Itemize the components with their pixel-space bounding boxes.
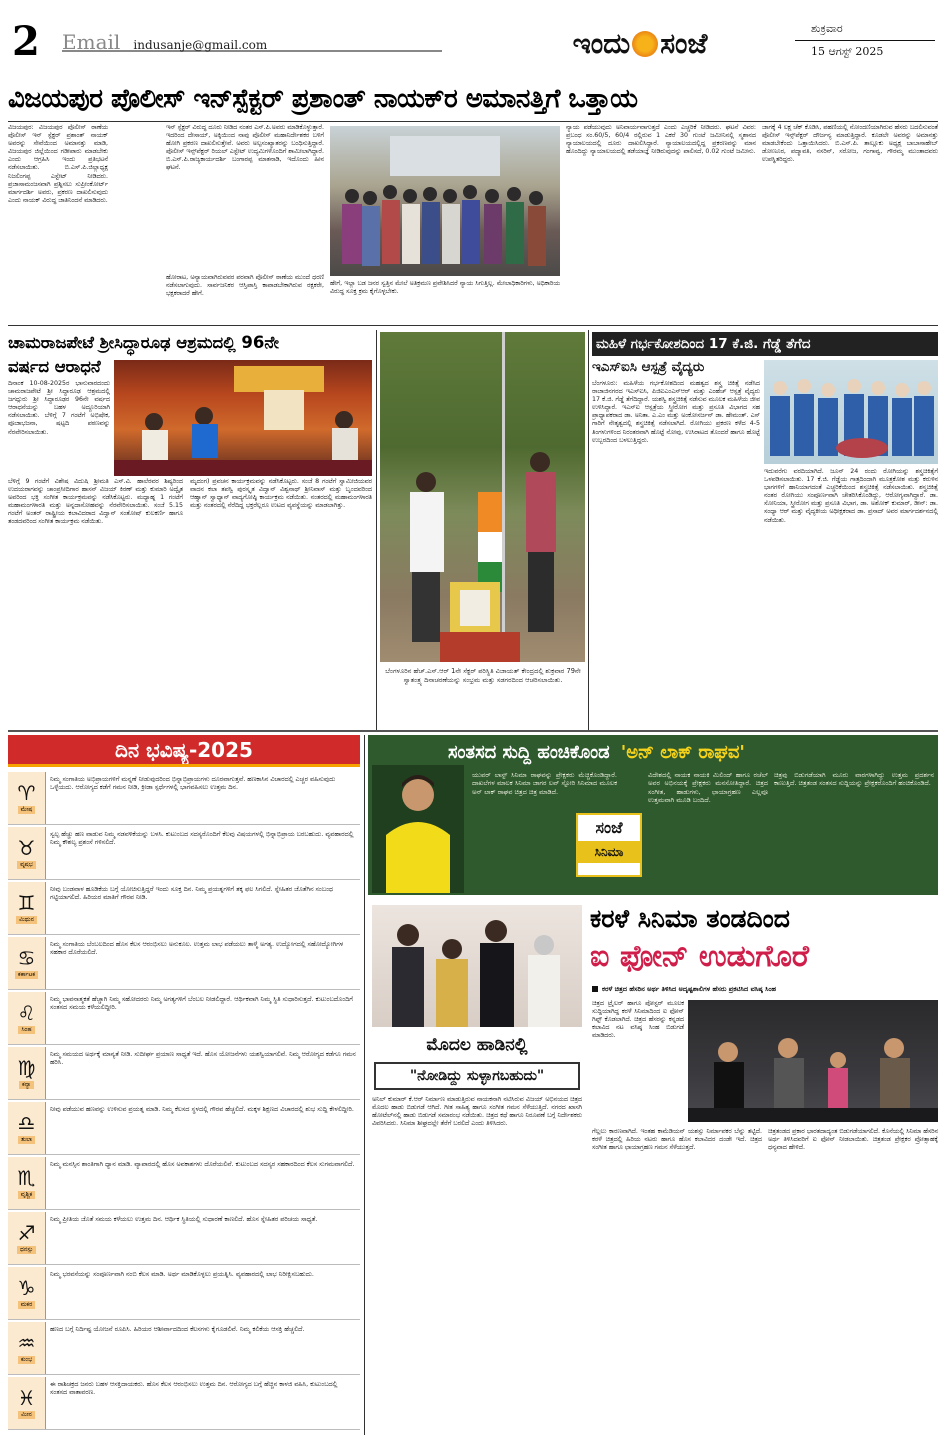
page-number: 2 <box>12 18 40 65</box>
horoscope-title: ದಿನ ಭವಿಷ್ಯ-2025 <box>115 738 253 762</box>
zodiac-icon <box>8 1377 46 1429</box>
actor-graphic <box>372 765 464 893</box>
unlock-raghava-panel <box>368 735 938 895</box>
ashrama-stage-graphic <box>114 360 372 476</box>
horoscope-row <box>8 992 360 1045</box>
zodiac-icon <box>8 1157 46 1209</box>
ashrama-headline-1: ಚಾಮರಾಜಪೇಟೆ ಶ್ರೀಸಿದ್ಧಾರೂಢ ಆಶ್ರಮದಲ್ಲಿ 96ನೇ <box>8 333 279 352</box>
song-title: "ನೋಡಿದ್ದು ಸುಳ್ಳಾಗಬಹುದು" <box>409 1068 545 1084</box>
zodiac-prediction: ನೀವು ಪಡೆಯುವ ಹಣವನ್ನು ಉಳಿಸುವ ಪ್ರಯತ್ನ ಮಾಡಿ. ನಿಮ್ಮ ಕೆಲಸದ ಸ್ಥಳದಲ್ಲಿ ಗೌರವ ಹೆಚ್ಚಲಿದೆ. ಮಕ್ಕಳ ಶಿಕ್ಷಣದ ವಿಚಾರದಲ್ಲಿ ಶುಭ ಸುದ್ದಿ ಕೇಳಲಿದ್ದೀರಿ. <box>50 1105 354 1113</box>
zodiac-icon <box>8 827 46 879</box>
zodiac-name: ಸಿಂಹ <box>18 1026 34 1034</box>
zodiac-glyph: ♒ <box>17 1331 36 1355</box>
masthead-logo <box>505 26 775 62</box>
unlock-headline <box>448 739 928 767</box>
song-title-box <box>374 1062 580 1090</box>
zodiac-glyph: ♈ <box>17 781 36 805</box>
lead-col-4: ಜಾಗಕ್ಕೆ 4 ಲಕ್ಷ ಚೆಕ್ ಕೊಡಿಸಿ, ಪಹಣಿಯಲ್ಲಿ ನೋಂದಣಿಯಾಗಿರುವ ಹೆಸರು ಬದಲಿಸುವಂತೆ ಪೊಲೀಸ್ ಇನ್ಸ್‌ಪೆಕ್ಟರ್ ದೌರ್ಜನ್ಯ ಮಾಡುತ್ತಿದ್ದಾರೆ. ಕೂಡಲೇ ಅವರನ್ನು ಅಮಾನತ್ತು ಮಾಡಬೇಕೆಂದು ಒತ್ತಾಯಿಸಿದರು. ಬಿ.ಎಸ್.ಪಿ. ತಾಲ್ಲೂಕು ಅಧ್ಯಕ್ಷ ಬಾಬಾಸಾಹೇಬ್ ಡೋಣೂರ, ಪದ್ಮಾವತಿ, ನಸರಿನ್, ಸರೋಜ, ಗಂಗಾವ್ವ, ಗೌರಮ್ಮ ಮುಂತಾದವರು ಉಪಸ್ಥಿತರಿದ್ದರು. <box>762 124 938 164</box>
bullet-square-icon <box>592 986 598 992</box>
horoscope-row <box>8 1047 360 1100</box>
sanje-cinema-badge <box>576 813 642 877</box>
zodiac-prediction: ನೀವು ಬಂಡವಾಳ ಹೂಡಿಕೆಯ ಬಗ್ಗೆ ಯೋಚಿಸುತ್ತಿದ್ದರೆ ಇಂದು ಸೂಕ್ತ ದಿನ. ನಿಮ್ಮ ಪ್ರಯತ್ನಗಳಿಗೆ ತಕ್ಕ ಫಲ ಸಿಗಲಿದೆ. ಸ್ನೇಹಿತರ ಜೊತೆಗಿನ ಸಂಬಂಧ ಗಟ್ಟಿಯಾಗಲಿದೆ. ಹಿರಿಯರ ಮಾತಿಗೆ ಗೌರವ ನೀಡಿ. <box>50 885 334 902</box>
hospital-headline-band <box>592 332 938 356</box>
zodiac-name: ಮೀನ <box>18 1411 35 1419</box>
group-graphic <box>372 905 582 1027</box>
karale-group-photo <box>372 905 582 1027</box>
horoscope-row <box>8 1157 360 1210</box>
zodiac-prediction: ನಿಮ್ಮ ಭರವಸೆಯನ್ನು ಸಂಪೂರ್ಣವಾಗಿ ನಂಬಿ ಕೆಲಸ ಮಾಡಿ. ಅರ್ಥ ಮಾಡಿಕೊಳ್ಳಲು ಪ್ರಯತ್ನಿಸಿ. ವ್ಯವಹಾರದಲ್ಲಿ ಲಾಭ ನಿರೀಕ್ಷಿಸಬಹುದು. <box>50 1270 314 1278</box>
zodiac-glyph: ♌ <box>17 1001 36 1025</box>
zodiac-name: ತುಲಾ <box>18 1136 35 1144</box>
zodiac-icon <box>8 1212 46 1264</box>
zodiac-glyph: ♏ <box>17 1166 36 1190</box>
horoscope-row <box>8 1102 360 1155</box>
surgery-team-graphic <box>764 360 938 464</box>
zodiac-glyph: ♓ <box>17 1386 36 1410</box>
protest-group-graphic <box>330 126 560 276</box>
lead-col-6: ಹೇಗೆ, ಇಲ್ಲಾ ಬಡ ಜನರ ಸ್ವತ್ತಿನ ಮೇಲೆ ಅತಿಕ್ರಮಣ ಪ್ರವೇಶಿಸಿದರೆ ನ್ಯಾಯ ಸಿಗುತ್ತಿಲ್ಲ. ಮೇಲಾಧಿಕಾರಿಗಳು, ಅಧಿಕಾರಿಯ ವಿರುದ್ಧ ಸೂಕ್ತ ಕ್ರಮ ಕೈಗೊಳ್ಳಬೇಕು. <box>330 280 560 296</box>
zodiac-icon <box>8 937 46 989</box>
zodiac-prediction: ನಿಮ್ಮ ಮನಸ್ಸಿನ ಶಾಂತಿಗಾಗಿ ಧ್ಯಾನ ಮಾಡಿ. ವ್ಯಾಪಾರದಲ್ಲಿ ಹೊಸ ಅವಕಾಶಗಳು ದೊರೆಯಲಿವೆ. ಕುಟುಂಬದ ಸದಸ್ಯರ ಸಹಕಾರದಿಂದ ಕೆಲಸ ಸುಗಮವಾಗಲಿದೆ. <box>50 1160 355 1168</box>
zodiac-prediction: ನಿಮ್ಮ ಸಮಯದ ಅರ್ಥಕ್ಕೆ ಮಾನ್ಯತೆ ನೀಡಿ. ಸುದೀರ್ಘ ಪ್ರಯಾಣ ಸಾಧ್ಯತೆ ಇದೆ. ಹೊಸ ಯೋಜನೆಗಳು ಯಶಸ್ವಿಯಾಗಲಿವೆ. ನಿಮ್ಮ ಆರೋಗ್ಯದ ಕಡೆಗೂ ಗಮನ ಹರಿಸಿ. <box>50 1050 356 1067</box>
zodiac-prediction: ನಿಮ್ಮ ಪ್ರೀತಿಯ ಜೊತೆ ಸಮಯ ಕಳೆಯಲು ಉತ್ತಮ ದಿನ. ಆರ್ಥಿಕ ಸ್ಥಿತಿಯಲ್ಲಿ ಸುಧಾರಣೆ ಕಾಣಲಿದೆ. ಹೊಸ ಸ್ನೇಹಿತರ ಪರಿಚಯ ಸಾಧ್ಯತೆ. <box>50 1215 318 1223</box>
karale-subhead-text: ಕರಳೆ ಚಿತ್ರದ ಹೆಸರಿನ ಅರ್ಥ ತಿಳಿಸಿದ ಅದೃಷ್ಟಶಾಲಿಗಳ ಹೆಸರು ಪ್ರಕಟಿಸಿದ ವಸಿಷ್ಠ ಸಿಂಹ <box>602 984 777 993</box>
zodiac-prediction: ಸ್ವಲ್ಪ ಹೆಚ್ಚು ಹಣ ವಾಡುವ ನಿಮ್ಮ ನಡವಳಿಕೆಯನ್ನು ಬಳಸಿ. ಕುಟುಂಬದ ಸದಸ್ಯರೊಂದಿಗೆ ಕೆಲವು ವಿಷಯಗಳಲ್ಲಿ ಭಿನ್ನಾಭಿಪ್ರಾಯ ಬರಬಹುದು. ವ್ಯವಹಾರದಲ್ಲಿ ನಿಮ್ಮ ಕೌಶಲ್ಯ ಪ್ರಶಂಸೆ ಗಳಿಸಲಿದೆ. <box>50 830 354 847</box>
date: 15 ಆಗಸ್ಟ್ 2025 <box>811 45 884 58</box>
horoscope-row <box>8 1267 360 1320</box>
unlock-headline-pre: ಸಂತಸದ ಸುದ್ದಿ ಹಂಚಿಕೊಂಡ <box>448 742 610 763</box>
unlock-col-3: ಚಿತ್ರವು ಬಿಡುಗಡೆಯಾಗಿ ಮೂರು ವಾರಗಳಾಗಿದ್ದು ಉತ್ತಮ ಪ್ರದರ್ಶನ ಕಾಣುತ್ತಿದೆ. ಚಿತ್ರತಂಡ ಸಂತಸದ ಸುದ್ದಿಯನ್ನು ಪ್ರೇಕ್ಷಕರೊಂದಿಗೆ ಹಂಚಿಕೊಂಡಿದೆ. <box>774 771 934 788</box>
horoscope-row <box>8 882 360 935</box>
hospital-col-2: ಇದುವರೆಗು ವರದಿಯಾಗಿದೆ. ಜೂನ್ 24 ರಂದು ರೋಗಿಯನ್ನು ಶಸ್ತ್ರಚಿಕಿತ್ಸೆಗೆ ಒಳಪಡಿಸಲಾಯಿತು. 17 ಕೆ.ಜಿ. ಗೆಡ್ಡೆಯ ಗಾತ್ರದಿಂದಾಗಿ ಮೂತ್ರಕೋಶ ಮತ್ತು ಕರುಳಿನ ಭಾಗಗಳಿಗೆ ಹಾನಿಯಾಗದಂತೆ ಎಚ್ಚರಿಕೆಯಿಂದ ಶಸ್ತ್ರಚಿಕಿತ್ಸೆ ನಡೆಸಲಾಯಿತು. ಶಸ್ತ್ರಚಿಕಿತ್ಸೆ ನಂತರ ರೋಗಿಯು ಸಂಪೂರ್ಣವಾಗಿ ಚೇತರಿಸಿಕೊಂಡಿದ್ದು, ಆರೋಗ್ಯವಾಗಿದ್ದಾರೆ. ಡಾ. ಸೋನಿಯಾ, ಸ್ತ್ರೀರೋಗ ಮತ್ತು ಪ್ರಸೂತಿ ವಿಭಾಗ, ಡಾ. ಅಶೋಕ್ ಕುಮಾರ್, ಡೀನ್: ಡಾ. ಸಂಧ್ಯಾ ಆರ್ ಮತ್ತು ವೈದ್ಯಕೀಯ ಅಧೀಕ್ಷಕರಾದ ಡಾ. ಪ್ರಸಾದ್ ಅವರ ಮಾರ್ಗದರ್ಶನದಲ್ಲಿ ನಡೆಯಿತು. <box>764 468 938 524</box>
flag-photo-caption: ಬೆಂಗಳೂರಿನ ಹೆಚ್.ಎಸ್.ಆರ್ 1ನೇ ಸೆಕ್ಟರ್ ಪರಿಸ್ಥಿತಿ ವಿಜಾಯತ್ ಕೇಂದ್ರದಲ್ಲಿ ಶುಕ್ರವಾರ 79ನೇ ಸ್ವಾತಂತ್ರ್ಯ ದಿನಾಚರಣೆಯನ್ನು ಸಂಭ್ರಮ ಮತ್ತು ಸಡಗರದಿಂದ ಆಚರಿಸಲಾಯಿತು. <box>385 667 581 684</box>
logo-sun-icon <box>632 31 658 57</box>
horoscope-row <box>8 1377 360 1430</box>
song-kicker: ಮೊದಲ ಹಾಡಿನಲ್ಲಿ <box>426 1035 528 1055</box>
zodiac-glyph: ♉ <box>17 836 36 860</box>
zodiac-name: ಮೇಷ <box>18 806 36 814</box>
zodiac-prediction: ನಿಮ್ಮ ಸಂಗಾತಿಯ ಬೆಂಬಲದಿಂದ ಹೊಸ ಕೆಲಸ ಆರಂಭಿಸಲು ಅನುಕೂಲ. ಉತ್ತಮ ಲಾಭ ಪಡೆಯಲು ತಾಳ್ಮೆ ಅಗತ್ಯ. ಉದ್ಯೋಗದಲ್ಲಿ ಸಹೋದ್ಯೋಗಿಗಳ ಸಹಕಾರ ದೊರೆಯಲಿದೆ. <box>50 940 344 957</box>
zodiac-icon <box>8 772 46 824</box>
karale-col-1: ಗೆಲ್ಲಲು ಕಾರಣವಾಗಿದೆ. ಇಂತಹ ಕಾಮೆಡಿಯನ್ ಯಶಸ್ಸು ನಿರ್ಮಾಪಕರ ಬೆನ್ನು ತಟ್ಟಿದೆ. ಕರಳೆ ಚಿತ್ರದಲ್ಲಿ ಹಿರಿಯ ನಟರು ಹಾಗೂ ಹೊಸ ಕಲಾವಿದರ ದಂಡೇ ಇದೆ. ಚಿತ್ರದ ಸಂಗೀತ ಹಾಗೂ ಛಾಯಾಗ್ರಹಣ ಗಮನ ಸೆಳೆಯುತ್ತದೆ. <box>592 1128 762 1152</box>
zodiac-glyph: ♐ <box>17 1221 36 1245</box>
weekday: ಶುಕ್ರವಾರ <box>811 22 843 35</box>
badge-top: ಸಂಜೆ <box>595 818 623 837</box>
masthead <box>0 0 945 72</box>
lead-col-5: ಹೋರಾಟ, ಅನ್ಯಾಯವಾಗಿರುವವರ ಪರವಾಗಿ ಪೊಲೀಸ್ ಠಾಣೆಯ ಮುಂದೆ ಧರಣಿ ನಡೆಸಲಾಗುವುದು. ಸಾರ್ವಜನಿಕರ ಆಸ್ತಿಪಾಸ್ತಿ ಕಾಪಾಡಬೇಕಾಗಿರುವ ರಕ್ಷಕರೇ, ಭಕ್ಷಕರಾದರೆ ಹೇಗೆ. <box>166 274 324 298</box>
hospital-headline-2: ಇಎಸ್‌ಐಸಿ ಆಸ್ಪತ್ರೆ ವೈದ್ಯರು <box>592 359 705 375</box>
zodiac-icon <box>8 992 46 1044</box>
lead-headline: ವಿಜಯಪುರ ಪೊಲೀಸ್ ಇನ್‌ಸ್ಪೆಕ್ಟರ್ ಪ್ರಶಾಂತ್ ನಾಯಕ್‌ರ ಅಮಾನತ್ತಿಗೆ ಒತ್ತಾಯ <box>8 84 638 114</box>
song-col-1: ಅನಿಲ್ ಕುಮಾರ್ ಕೆ.ಆರ್ ನಿರ್ಮಾಣ ಮಾಡುತ್ತಿರುವ ನಾಯಕನಾಗಿ ನಟಿಸಿರುವ ವಿಜಯ್ ಅಭಿನಯದ ಚಿತ್ರದ ಮೊದಲ ಹಾಡು ಬಿಡುಗಡೆ ಆಗಿದೆ. ಗೀತ ಸಾಹಿತ್ಯ ಹಾಗೂ ಸಂಗೀತ ಗಮನ ಸೆಳೆಯುತ್ತಿದೆ. ನಗರದ ಖಾಸಗಿ ಹೋಟೆಲ್‌ನಲ್ಲಿ ಹಾಡು ಬಿಡುಗಡೆ ಸಮಾರಂಭ ನಡೆಯಿತು. ಚಿತ್ರದ ಕಥೆ ಹಾಗೂ ನಿರೂಪಣೆ ಬಗ್ಗೆ ನಿರ್ದೇಶಕರು ವಿವರಿಸಿದರು. ಸಿನಿಮಾ ಶೀಘ್ರದಲ್ಲೇ ತೆರೆಗೆ ಬರಲಿದೆ ಎಂದು ತಿಳಿಸಿದರು. <box>372 1096 582 1128</box>
email-address[interactable]: indusanje@gmail.com <box>133 38 268 52</box>
zodiac-glyph: ♑ <box>17 1276 36 1300</box>
unlock-headline-film: 'ಅನ್ ಲಾಕ್ ರಾಘವ' <box>620 742 745 763</box>
zodiac-prediction: ಹಣದ ಬಗ್ಗೆ ನಿರ್ದಿಷ್ಟ ಯೋಜನೆ ರೂಪಿಸಿ. ಹಿರಿಯರ ಆಶೀರ್ವಾದದಿಂದ ಕೆಲಸಗಳು ಕೈಗೂಡಲಿವೆ. ನಿಮ್ಮ ಕಲಿಕೆಯ ಆಸಕ್ತಿ ಹೆಚ್ಚಲಿದೆ. <box>50 1325 305 1333</box>
karale-col-2: ಚಿತ್ರತಂಡದ ಪ್ರಕಾರ ಭಾರತದಾದ್ಯಂತ ಬಿಡುಗಡೆಯಾಗಲಿದೆ. ಕೊನೆಯಲ್ಲಿ ಸಿನಿಮಾ ಹೆಸರಿನ ಅರ್ಥ ತಿಳಿಸಿದವರಿಗೆ ಐ ಫೋನ್ ನೀಡಲಾಯಿತು. ಚಿತ್ರತಂಡ ಪ್ರೇಕ್ಷಕರ ಪ್ರೋತ್ಸಾಹಕ್ಕೆ ಧನ್ಯವಾದ ಹೇಳಿದೆ. <box>768 1128 938 1152</box>
zodiac-icon <box>8 1047 46 1099</box>
ashrama-col-2: ಮೃದಂಗ) ಪ್ರವಚನ ಕಾರ್ಯಕ್ರಮವನ್ನು ನಡೆಸಿಕೊಟ್ಟರು. ಸಂಜೆ 8 ಗಂಟೆಗೆ ಸ್ವಾಮೀಜಿಯವರ ವಾದನ ಕಲಾ ತಪಸ್ವಿ ಪುರಸ್ಕೃತ ವಿದ್ವಾನ್ ವಿಶ್ವನಾಥ್ ಶ್ರೀನಿವಾಸ್ ಮತ್ತು ಬೃಂದವರಿಂದ ಆಹ್ವಾನ್ ಸ್ವಾಧ್ಯಾನ್ ವಾದ್ಯಗೋಷ್ಠಿ ಕಾರ್ಯಕ್ರಮ ನಡೆಯಿತು. ನಂತರದಲ್ಲಿ ಮಹಾಮಂಗಳಾರತಿ ಮತ್ತು ನಂತರದಲ್ಲಿ ನೆರೆದಿದ್ದ ಭಕ್ತರೆಲ್ಲರೂ ಉಟದ ವ್ಯವಸ್ಥೆಯನ್ನು ಮಾಡಲಾಗಿತ್ತು. <box>190 478 372 510</box>
horoscope-row <box>8 827 360 880</box>
zodiac-name: ಕನ್ಯಾ <box>19 1081 34 1089</box>
horoscope-row <box>8 937 360 990</box>
ashrama-intro: ದಿನಾಂಕ 10-08-2025ರ ಭಾನುವಾರದಂದು ಚಾಮರಾಜಪೇಟೆ ಶ್ರೀ ಸಿದ್ಧಾರೂಢ ಆಶ್ರಮದಲ್ಲಿ ಜಗದ್ಗುರು ಶ್ರೀ ಸಿದ್ಧಾರೂಢರ 96ನೇ ವರ್ಷದ ಆರಾಧನೆಯನ್ನು ಬಹಳ ಅದ್ದೂರಿಯಾಗಿ ನಡೆಸಲಾಯಿತು. ಬೆಳಿಗ್ಗೆ 7 ಗಂಟೆಗೆ ಅಭಿಷೇಕ, ಪೂಜಾಭಜನಾ, ಷಟ್ಪದಿ ಪಠಣವನ್ನು ನೆರವೇರಿಸಲಾಯಿತು. <box>8 380 110 436</box>
flag-hoisting-graphic <box>380 332 585 662</box>
zodiac-name: ಕರ್ಕಾಟಕ <box>15 971 38 979</box>
zodiac-name: ಮಿಥುನ <box>16 916 37 924</box>
zodiac-icon <box>8 1322 46 1374</box>
karale-headline-1: ಕರಳೆ ಸಿನಿಮಾ ತಂಡದಿಂದ <box>590 904 790 933</box>
flag-hoisting-photo <box>380 332 585 662</box>
horoscope-row <box>8 1322 360 1375</box>
ashrama-col-1: ಬೆಳಿಗ್ಗೆ 9 ಗಂಟೆಗೆ ವಿಶೇಷ ವಿದುಷಿ ಶ್ರೀಮತಿ ಎಸ್.ವಿ. ಹಾಲೆರವರ ಶಿಷ್ಯರಿಂದ ಉದಯರಾಗವನ್ನು ಚಾಂಪ್ರಸೀದಿಗಾರ ಹಾಸನ್ ವಿಜಯ್ ಕಿರಣ್ ಮತ್ತು ಕುಮಾರಿ ಅದ್ವೈತ ಅವರಿಂದ ಭಕ್ತಿ ಸಂಗೀತ ಕಾರ್ಯಕ್ರಮವನ್ನು ನಡೆಸಿಕೊಟ್ಟರು. ಮಧ್ಯಾಹ್ನ 1 ಗಂಟೆಗೆ ಮಹಾಮಂಗಳಾರತಿ ಮತ್ತು ಅನ್ನದಾಸೋಹವನ್ನು ನೆರವೇರಿಸಲಾಯಿತು. ಸಂಜೆ 5.15 ಗಂಟೆಗೆ ಅಂತರ್ ರಾಷ್ಟ್ರೀಯ ಕಲಾವಿದರಾದ ವಿದ್ವಾನ್ ಸಂತೋಷ್ ಕುಲಕರ್ಣಿ ಹಾಗೂ ತಂಡದವರಿಂದ ಸಂಗೀತ ಕಾರ್ಯಕ್ರಮ ನಡೆಯಿತು. <box>8 478 183 526</box>
press-meet-graphic <box>688 1000 938 1122</box>
zodiac-name: ಧನಸ್ಸು <box>17 1246 36 1254</box>
zodiac-prediction: ನಿಮ್ಮ ಸಂಗಾತಿಯ ಅಭಿಪ್ರಾಯಗಳಿಗೆ ಮನ್ನಣೆ ನೀಡುವುದರಿಂದ ಭಿನ್ನಾಭಿಪ್ರಾಯಗಳು ದೂರವಾಗುತ್ತವೆ. ಹಣಕಾಸಿನ ವಿಚಾರದಲ್ಲಿ ಎಚ್ಚರ ವಹಿಸುವುದು ಒಳ್ಳೆಯದು. ಆರೋಗ್ಯದ ಕಡೆಗೆ ಗಮನ ನೀಡಿ, ಕ್ರೀಡಾ ಸ್ಪರ್ಧೆಗಳಲ್ಲಿ ಭಾಗವಹಿಸಲು ಉತ್ತಮ ದಿನ. <box>50 775 336 792</box>
ashrama-headline-2: ವರ್ಷದ ಆರಾಧನೆ <box>8 357 101 376</box>
zodiac-prediction: ನಿಮ್ಮ ಭಾವನಾತ್ಮಕತೆ ಹೆಚ್ಚಾಗಿ ನಿಮ್ಮ ಸಹೋದರರು ನಿಮ್ಮ ಅಗತ್ಯಗಳಿಗೆ ಬೆಂಬಲ ನೀಡಲಿದ್ದಾರೆ. ಆರ್ಥಿಕವಾಗಿ ನಿಮ್ಮ ಸ್ಥಿತಿ ಸುಧಾರಿಸುತ್ತದೆ. ಕುಟುಂಬದೊಂದಿಗೆ ಸಂತಸದ ಸಮಯ ಕಳೆಯಲಿದ್ದೀರಿ. <box>50 995 353 1012</box>
unlock-actor-photo <box>372 765 464 893</box>
lead-col-1: ವಿಜಯಪುರ: ವಿಜಯಪುರ ಪೊಲೀಸ್ ಠಾಣೆಯ ಪೊಲೀಸ್ ಇನ್ ಸ್ಪೆಕ್ಟರ್ ಪ್ರಶಾಂತ್ ನಾಯಕ್ ಅವರನ್ನು ಸೇವೆಯಿಂದ ಅಮಾನತ್ತು ಮಾಡಿ, ವಿಜಯಪುರ ಜಿಲ್ಲೆಯಿಂದ ಗಡೀಪಾರು ಮಾಡಬೇಕು ಎಂದು ಆಗ್ರಹಿಸಿ ಇಂದು ಪ್ರತಿಭಟನೆ ನಡೆಸಲಾಯಿತು. ಬಿ.ಎಸ್.ಪಿ.ಜಿಲ್ಲಾಧ್ಯಕ್ಷ ನಿಜಲಿಂಗಪ್ಪ ಎಸ್ಟೇಟ್ ನೀಡಿದರು. ಪ್ರಜಾಸಾಮಂಜಸವಾಗಿ ಪ್ರಶ್ನಿಸಲು ಸುಪ್ರೀಂಕೋರ್ಟ್ ಮಾರ್ಗದರ್ಶಿ ಅವರು, ಪ್ರಕರಣ ದಾಖಲಿಸುವುದು ಎಂದು ನಾಯಕ್ ವಿರುದ್ಧ ಜಾತಿನಿಂದನೆ ಮಾಡಿದರು. <box>8 124 108 204</box>
unlock-col-2: ವಿದೇಶದಲ್ಲಿ ನಾಯಕ ನಾಯಕಿ ಮಿಲಿಂದ್ ಹಾಗೂ ರಚೆಲ್ ಅವರ ಅಭಿನಯಕ್ಕೆ ಪ್ರೇಕ್ಷಕರು ಮನಸೋತಿದ್ದಾರೆ. ಚಿತ್ರದ ಸಂಗೀತ, ಹಾಡುಗಳು, ಛಾಯಾಗ್ರಹಣ ಎಲ್ಲವೂ ಉತ್ತಮವಾಗಿ ಮೂಡಿ ಬಂದಿದೆ. <box>648 771 768 805</box>
date-block <box>795 22 935 68</box>
karale-headline-2: ಐ ಫೋನ್ ಉಡುಗೊರೆ <box>590 939 809 974</box>
karale-intro: ಚಿತ್ರದ ಟ್ರೈಲರ್ ಹಾಗೂ ಪೋಸ್ಟರ್ ಮೂಲಕ ಸುದ್ದಿಯಾಗಿದ್ದ ಕರಳೆ ಸಿನಿಮಾದಿಂದ ಐ ಫೋನ್ ಗಿಫ್ಟ್ ಕೊಡಲಾಗಿದೆ. ಚಿತ್ರದ ಹೆಸರನ್ನು ಕನ್ನಡದ ಕಲಾವಿದ ನಟ ವಸಿಷ್ಠ ಸಿಂಹ ಬಿಡುಗಡೆ ಮಾಡಿದರು. <box>592 1000 684 1040</box>
horoscope-title-band <box>8 735 360 767</box>
lead-col-2: ಇನ್ ಸ್ಪೆಕ್ಟರ್ ವಿರುದ್ಧ ದೂರು ನೀಡಿದ ನಂತರ ಎಸ್.ಪಿ.ಅವರು ಮಾಡಿಕೊಳ್ಳುತ್ತಾರೆ. ಇದರಿಂದ ದೇಸಾಯ್, ಅಕ್ಕಿಯಿಂದ ನಾವು ಪೊಲೀಸ್ ಮಹಾನಿರ್ದೇಶಕರ ಬಳಿಗೆ ಹೋಗಿ ಪ್ರಕರಣ ದಾಖಲಿಸುತ್ತೇವೆ. ಅವರು ಅಲ್ಪಸಂಖ್ಯಾತರನ್ನು ಬಂಧಿಸುತ್ತಿದ್ದಾರೆ. ಪೊಲೀಸ್ ಇನ್ಸ್‌ಪೆಕ್ಟರ್ ರಿಯಲ್ ಎಸ್ಟೇಟ್ ಉದ್ಯಮಿಗಳೊಂದಿಗೆ ಶಾಮೀಲಾಗಿದ್ದಾರೆ. ಬಿ.ಎಸ್.ಪಿ.ರಾಜ್ಯಕಾರ್ಯದರ್ಶಿ ಬಂಗಾರಪ್ಪ ಮಾತನಾಡಿ, ಇದೊಂದು ಹೀನ ಘಟನೆ. <box>166 124 324 172</box>
lead-col-3: ನ್ಯಾಯ ಪಡೆಯುವುದು ಅನಿವಾರ್ಯವಾಗುತ್ತದೆ ಎಂದು ಎಚ್ಚರಿಕೆ ನೀಡಿದರು. ಘಟನೆ ವಿವರ: ಪ್ರಬಂಧ ಸಂ.60/5, 60/4 ರಲ್ಲಿರುವ 1 ಎಕರೆ 30 ಗುಂಟೆ ಜಮೀನಿನಲ್ಲಿ ಸ್ಮಶಾನದ ನ್ಯಾಯಾಲಯದಲ್ಲಿ ದೂರು ದಾಖಲಿಸಿದ್ದಾರೆ. ನ್ಯಾಯಾಲಯದಲ್ಲಿದ್ದ ಪ್ರಕರಣವನ್ನು ಮಾನ ಹೊಂದಿದ್ದು ನ್ಯಾಯಾಲಯದಲ್ಲಿ ತಡೆಯಾಜ್ಞೆ ನೀಡಿರುವುದನ್ನು ಪಾಲಿಸದೆ, 0.02 ಗುಂಟೆ ಜಮೀನು. <box>566 124 756 156</box>
email-label: Email <box>62 30 121 54</box>
logo-left: ಇಂದು <box>572 27 631 60</box>
zodiac-glyph: ♊ <box>17 891 36 915</box>
zodiac-glyph: ♍ <box>17 1056 36 1080</box>
hospital-photo <box>764 360 938 464</box>
zodiac-icon <box>8 1102 46 1154</box>
zodiac-name: ಕುಂಭ <box>18 1356 35 1364</box>
zodiac-icon <box>8 1267 46 1319</box>
logo-right: ಸಂಜೆ <box>660 27 708 60</box>
zodiac-icon <box>8 882 46 934</box>
badge-bottom: ಸಿನಿಮಾ <box>578 841 640 863</box>
zodiac-name: ಮಕರ <box>18 1301 36 1309</box>
zodiac-name: ವೃಷಭ <box>17 861 36 869</box>
horoscope-row <box>8 1212 360 1265</box>
unlock-col-1: ಯುವರ್ ಲಾಸ್ಟ್ ಸಿನಿಮಾ ರಾಘವನ್ನು ಪ್ರೇಕ್ಷಕರು ಮೆಚ್ಚಿಕೊಂಡಿದ್ದಾರೆ. ದಾಖಲೆಗಳ ಮಾಲಕ ಸಿನಿಮಾ ಜಾಗರ ಲವ್ ಸ್ಟೋರಿ ಸಿನಿಮಾದ ಮೂಲಕ ಅನ್ ಲಾಕ್ ರಾಘವ ಚಿತ್ರದ ಚಿತ್ರ ಮಾಡಿದೆ. <box>472 771 617 796</box>
karale-press-photo <box>688 1000 938 1122</box>
horoscope-row <box>8 772 360 825</box>
hospital-headline-1: ಮಹಿಳೆ ಗರ್ಭಕೋಶದಿಂದ 17 ಕೆ.ಜಿ. ಗೆಡ್ಡೆ ತೆಗೆದ <box>596 336 811 352</box>
hospital-col-1: ಬೆಂಗಳೂರು: ಮಹಿಳೆಯ ಗರ್ಭಕೋಶದಿಂದ ಮಹತ್ವದ ಶಸ್ತ್ರ ಚಿಕಿತ್ಸೆ ನಡೆಸಿದ ರಾಜಾಜಿನಗರದ ಇಎಸ್‌ಐಸಿ, ಪಿಜಿಐಎಂಎಸ್‌ಆರ್ ಮತ್ತು ಎಂಹೆಚ್ ಆಸ್ಪತ್ರೆ ವೈದ್ಯರು 17 ಕೆ.ಜಿ. ಗೆಡ್ಡೆ ತೆಗೆದಿದ್ದಾರೆ. ಯಶಸ್ವಿ ಶಸ್ತ್ರಚಿಕಿತ್ಸೆ ನಡೆಸುವ ಮೂಲಕ ಮಹಿಳೆಯ ಜೀವ ಉಳಿಸಿದ್ದಾರೆ. ಇಎಸ್‌ಐ ಆಸ್ಪತ್ರೆಯ ಸ್ತ್ರೀರೋಗ ಮತ್ತು ಪ್ರಸೂತಿ ವಿಭಾಗದ ಸಹ ಪ್ರಾಧ್ಯಾಪಕರಾದ ಡಾ. ಅನಿತಾ. ಎ.ಎಂ ಮತ್ತು ಅಂಕೋಸರ್ಜನ್ ಡಾ. ಹೇಮಂತ್. ಎಸ್ ಗಾರಿಗೆ ನೇತೃತ್ವದಲ್ಲಿ ಶಸ್ತ್ರಚಿಕಿತ್ಸೆ ನಡೆಸಲಾಗಿದೆ. ರೋಗಿಯು ಪ್ರಕರಣ ಕಳೆದ 4-5 ತಿಂಗಳುಗಳಿಂದ ನಿರಂತರವಾಗಿ ಹೊಟ್ಟೆ ನೋವು, ಉಸಿರಾಟದ ತೊಂದರೆ ಹಾಗೂ ಹೊಟ್ಟೆ ಉಬ್ಬರದಿಂದ ಬಳಲುತ್ತಿದ್ದರು. <box>592 380 760 444</box>
ashrama-photo <box>114 360 372 476</box>
zodiac-glyph: ♎ <box>17 1111 36 1135</box>
karale-subhead <box>592 982 938 996</box>
zodiac-name: ವೃಶ್ಚಿಕ <box>18 1191 36 1199</box>
email-block <box>62 30 442 52</box>
lead-photo-protest <box>330 126 560 276</box>
zodiac-glyph: ♋ <box>17 946 36 970</box>
zodiac-prediction: ಈ ರಾಶಿಚಕ್ರದ ಜನರು ಬಹಳ ಆಸಕ್ತಿದಾಯಕರು. ಹೊಸ ಕೆಲಸ ಆರಂಭಿಸಲು ಉತ್ತಮ ದಿನ. ಆರೋಗ್ಯದ ಬಗ್ಗೆ ಹೆಚ್ಚಿನ ಕಾಳಜಿ ವಹಿಸಿ, ಕುಟುಂಬದಲ್ಲಿ ಸಂತಸದ ವಾತಾವರಣ. <box>50 1380 338 1397</box>
